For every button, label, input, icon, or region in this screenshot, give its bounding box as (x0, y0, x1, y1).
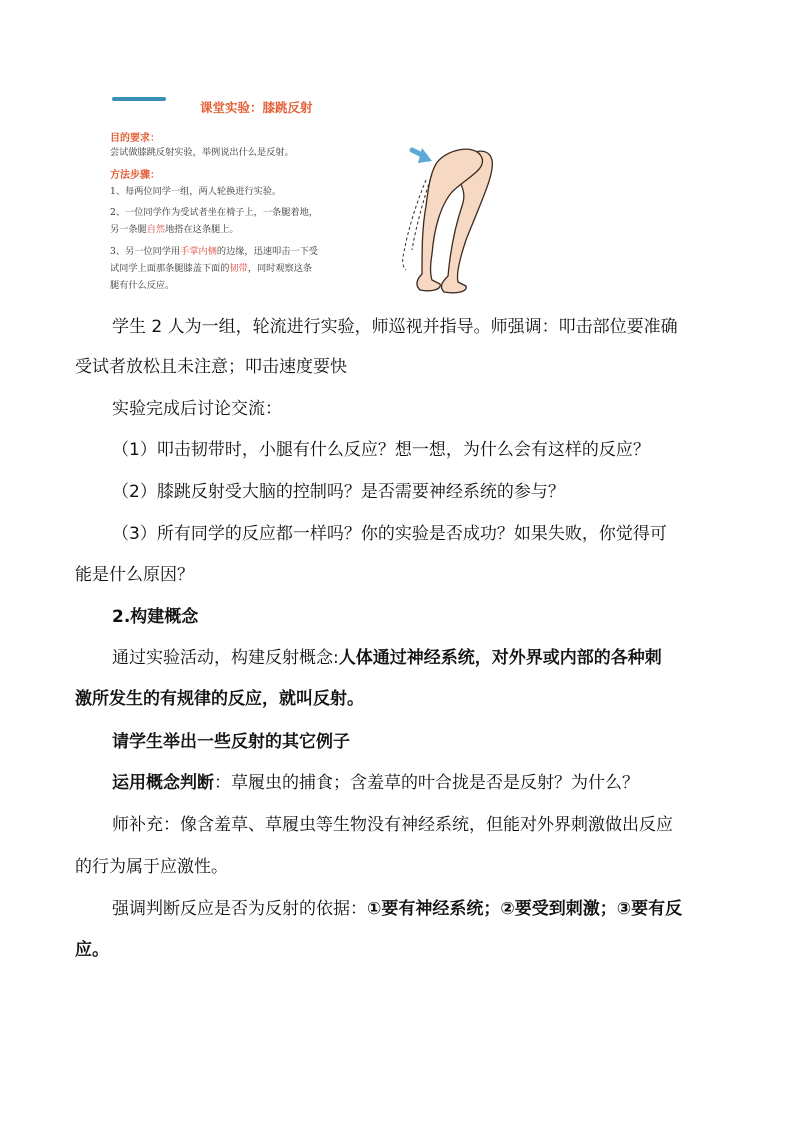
step-1: 1、每两位同学一组，两人轮换进行实验。 (110, 186, 282, 197)
concept-intro: 通过实验活动，构建反射概念: (112, 648, 339, 668)
step-2-highlight: 自然 (146, 224, 166, 235)
step-3-highlight-palm: 手掌内侧 (180, 246, 217, 257)
step-3-line-1 (110, 246, 318, 258)
step-2-text: 另一条腿 (110, 224, 147, 235)
section-2-title: 2.构建概念 (112, 607, 199, 627)
judge-text: ：草履虫的捕食；含羞草的叶合拢是否是反射？为什么？ (214, 773, 639, 793)
paragraph-1-line-2: 受试者放松且未注意；叩击速度要快 (75, 357, 347, 377)
question-1: （1）叩击韧带时，小腿有什么反应？想一想，为什么会有这样的反应？ (112, 440, 650, 460)
examples-prompt: 请学生举出一些反射的其它例子 (112, 732, 350, 752)
step-3-highlight-ligament: 韧带 (229, 263, 248, 274)
judge-line (112, 772, 639, 794)
supplement-line-1: 师补充：像含羞草、草履虫等生物没有神经系统，但能对外界刺激做出反应 (112, 815, 673, 835)
paragraph-1-line-1: 学生 2 人为一组，轮流进行实验，师巡视并指导。师强调：叩击部位要准确 (112, 317, 678, 337)
purpose-heading: 目的要求： (110, 133, 160, 144)
step-2-text-end: 地搭在这条腿上。 (165, 224, 239, 235)
card-title: 课堂实验：膝跳反射 (200, 100, 313, 115)
step-3-text-cont: 的边缘，迅速叩击一下受 (216, 246, 318, 257)
question-3-line-2: 能是什么原因？ (75, 565, 194, 585)
strike-arrow-icon (412, 148, 432, 163)
emphasis-intro: 强调判断反应是否为反射的依据： (112, 899, 367, 919)
question-2: （2）膝跳反射受大脑的控制吗？是否需要神经系统的参与？ (112, 482, 565, 502)
concept-line-1 (112, 647, 662, 669)
method-heading: 方法步骤： (110, 170, 160, 181)
concept-line-2: 激所发生的有规律的反应，就叫反射。 (75, 689, 364, 709)
emphasis-line-2: 应。 (75, 940, 109, 960)
step-2-line-2 (110, 224, 239, 236)
emphasis-criteria: ①要有神经系统；②要受到刺激；③要有反 (367, 899, 683, 919)
step-3-line-2 (110, 263, 312, 275)
step-3-text-2-end: ，同时观察这条 (247, 263, 313, 274)
card-accent-bar (112, 97, 166, 101)
judge-label: 运用概念判断 (112, 773, 214, 793)
step-2-line-1: 2、一位同学作为受试者坐在椅子上，一条腿着地， (110, 207, 318, 218)
step-3-line-3: 腿有什么反应。 (110, 280, 175, 291)
purpose-text: 尝试做膝跳反射实验，举例说出什么是反射。 (110, 147, 294, 158)
question-3-line-1: （3）所有同学的反应都一样吗？你的实验是否成功？如果失败，你觉得可 (112, 524, 667, 544)
emphasis-line-1 (112, 898, 682, 920)
step-3-text-2: 试同学上面那条腿膝盖下面的 (110, 263, 230, 274)
discussion-intro: 实验完成后讨论交流： (112, 399, 282, 419)
experiment-card (104, 88, 502, 300)
supplement-line-2: 的行为属于应激性。 (75, 857, 228, 877)
concept-definition: 人体通过神经系统，对外界或内部的各种刺 (338, 648, 662, 668)
step-3-text: 3、另一位同学用 (110, 246, 181, 257)
knee-reflex-legs-illustration (396, 134, 500, 296)
